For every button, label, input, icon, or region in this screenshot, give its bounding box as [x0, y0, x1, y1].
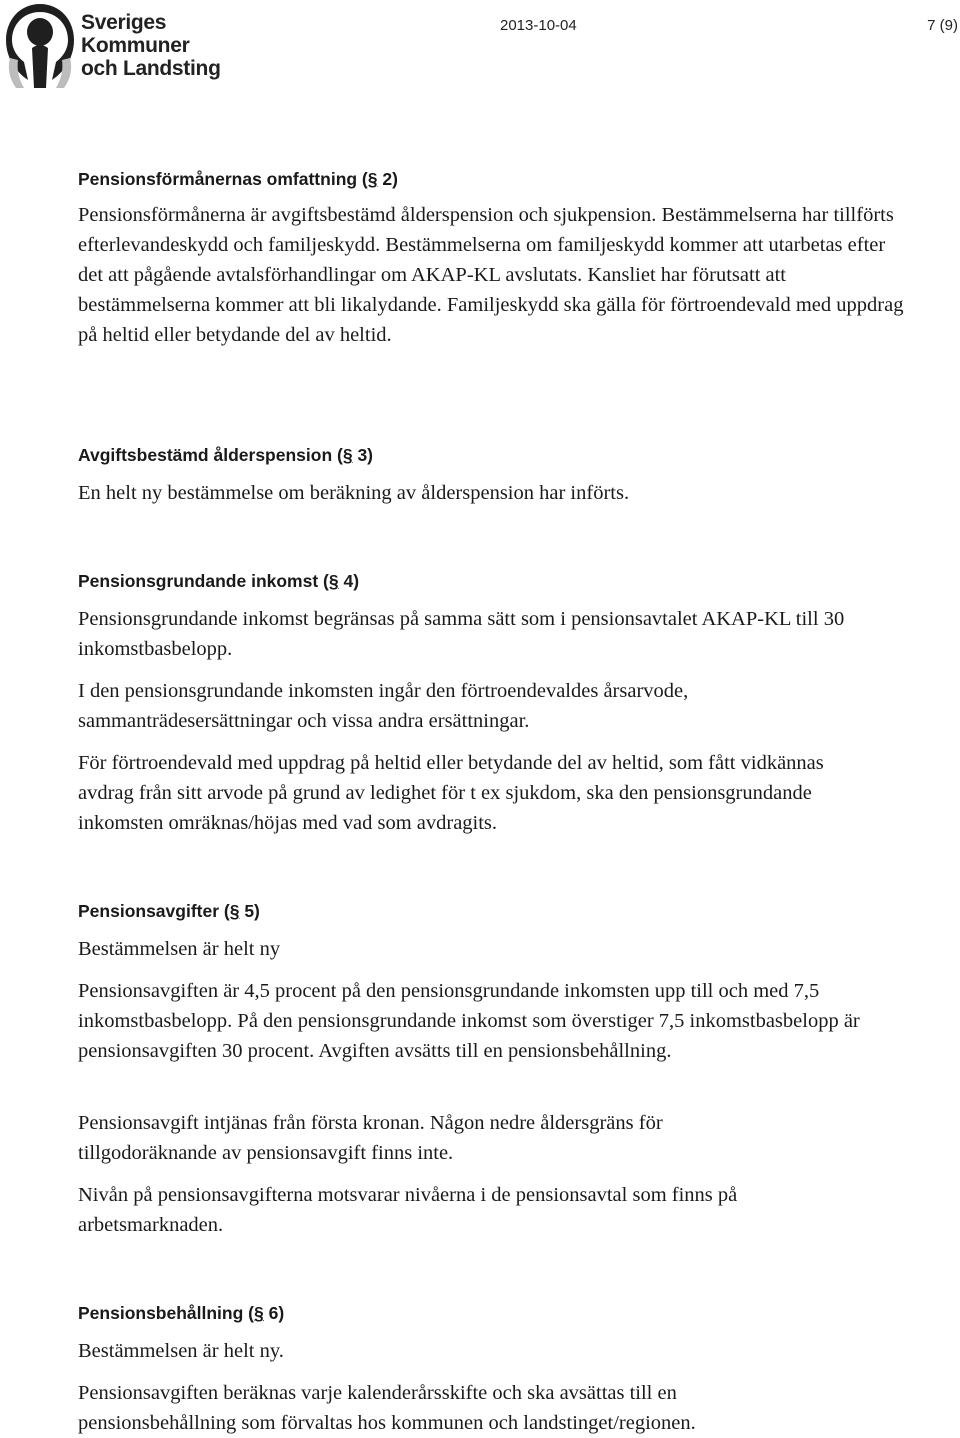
section-sign-icon: §	[254, 1303, 264, 1323]
paragraph: För förtroendevald med uppdrag på heltid eller betydande del av heltid, som fått vidkännas avdrag från sitt arvode på grund av ledighet för t ex sjukdom, ska den pensionsgrundande inkomsten omräknas/höjas med vad som avdragits.	[78, 752, 824, 834]
paragraph: En helt ny bestämmelse om beräkning av ålderspension har införts.	[78, 482, 630, 504]
paragraph: Bestämmelsen är helt ny	[78, 938, 281, 960]
document-date: 2013-10-04	[500, 17, 577, 34]
section-number: 4)	[343, 571, 360, 591]
paragraph: Nivån på pensionsavgifterna motsvarar nivåerna i de pensionsavtal som finns på arbetsmarknaden.	[78, 1184, 738, 1236]
paragraph: Pensionsavgift intjänas från första kronan. Någon nedre åldersgräns för tillgodoräknande av pensionsavgift finns inte.	[78, 1112, 663, 1164]
section-heading	[78, 1303, 284, 1324]
section-heading	[78, 571, 359, 592]
section-heading	[78, 169, 398, 190]
section-heading-text: Pensionsgrundande inkomst (	[78, 571, 329, 591]
section-sign-icon: §	[342, 445, 353, 465]
paragraph: Bestämmelsen är helt ny.	[78, 1340, 284, 1362]
section-sign-icon: §	[328, 571, 339, 591]
organization-logo	[0, 0, 230, 92]
section-number: 2)	[382, 169, 398, 189]
section-heading	[78, 445, 373, 466]
section-heading-text: Avgiftsbestämd ålderspension (	[78, 445, 343, 465]
logo-emblem-icon	[2, 2, 78, 90]
section-number: 5)	[244, 901, 260, 921]
section-heading-text: Pensionsförmånernas omfattning (	[78, 169, 368, 189]
logo-line: och Landsting	[81, 57, 221, 80]
section-heading	[78, 901, 260, 922]
section-heading-text: Pensionsavgifter (	[78, 901, 230, 921]
logo-wordmark	[81, 11, 221, 80]
page-number: 7 (9)	[927, 17, 958, 34]
paragraph: Pensionsavgiften är 4,5 procent på den pensionsgrundande inkomsten upp till och med 7,5 inkomstbasbelopp. På den pensionsgrundande inkomst som överstiger 7,5 inkomstbasbelopp är pensionsavgiften 30 procent. Avgiften avsätts till en pensionsbehållning.	[78, 980, 860, 1062]
paragraph: I den pensionsgrundande inkomsten ingår den förtroendevaldes årsarvode, sammanträdesersättningar och vissa andra ersättningar.	[78, 680, 689, 732]
logo-line: Sveriges	[81, 11, 167, 34]
section-number: 6)	[268, 1303, 285, 1323]
page-header	[0, 0, 960, 100]
section-sign-icon: §	[367, 169, 378, 189]
section-sign-icon: §	[229, 901, 240, 921]
paragraph: Pensionsavgiften beräknas varje kalenderårsskifte och ska avsättas till en pensionsbehållning som förvaltas hos kommunen och landstinget/regionen.	[78, 1382, 696, 1434]
paragraph: Pensionsförmånerna är avgiftsbestämd ålderspension och sjukpension. Bestämmelserna har tillförts efterlevandeskydd och familjeskydd. Bestämmelserna om familjeskydd kommer att utarbetas efter det att pågående avtalsförhandlingar om AKAP-KL avslutats. Kansliet har förutsatt att bestämmelserna kommer att bli likalydande. Familjeskydd ska gälla för förtroendevald med uppdrag på heltid eller betydande del av heltid.	[78, 204, 904, 346]
paragraph: Pensionsgrundande inkomst begränsas på samma sätt som i pensionsavtalet AKAP-KL till 30 inkomstbasbelopp.	[78, 608, 845, 660]
section-heading-text: Pensionsbehållning (	[78, 1303, 254, 1323]
logo-line: Kommuner	[81, 34, 190, 57]
section-number: 3)	[357, 445, 373, 465]
